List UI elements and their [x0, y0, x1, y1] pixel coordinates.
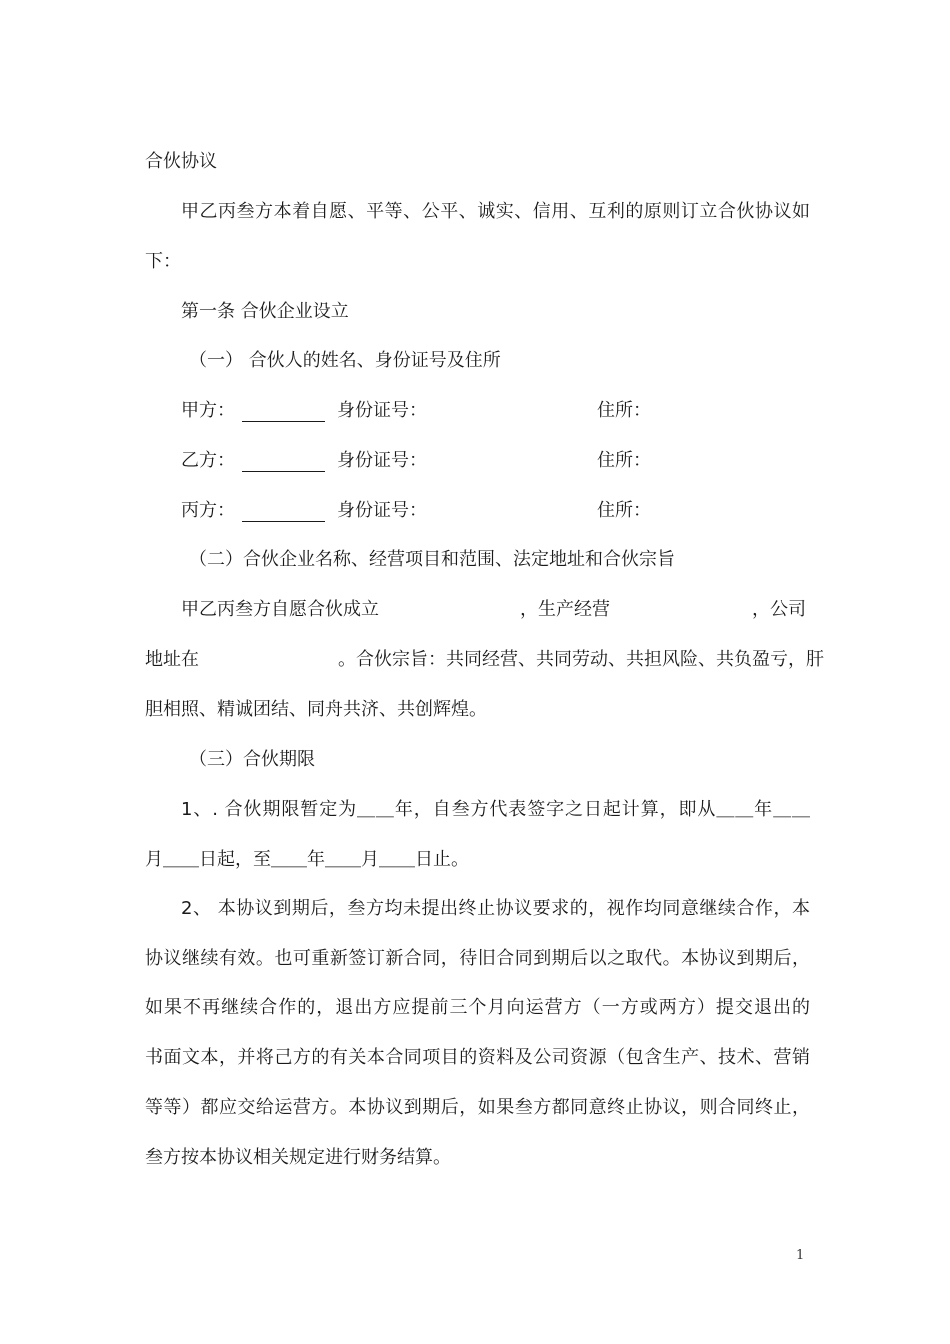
page-number: 1 [796, 1248, 805, 1263]
party-label: 丙方： [181, 500, 235, 521]
term2-paragraph-line: 等等）都应交给运营方。本协议到期后，如果叁方都同意终止协议，则合同终止， [145, 1097, 810, 1118]
section2-text: 。合伙宗旨：共同经营、共同劳动、共担风险、共负盈亏，肝 [338, 649, 824, 670]
party-label: 乙方： [181, 450, 235, 471]
name-blank [242, 499, 325, 522]
name-blank [242, 449, 325, 472]
intro-paragraph-line: 下： [145, 251, 181, 272]
term2-paragraph-line: 协议继续有效。也可重新签订新合同，待旧合同到期后以之取代。本协议到期后， [145, 948, 810, 969]
term1-paragraph-line: 1、. 合伙期限暂定为＿＿年，自叁方代表签字之日起计算，即从＿＿年＿＿ [181, 799, 810, 820]
section2-text: ，生产经营 [520, 599, 610, 620]
id-number-label: 身份证号： [337, 450, 427, 471]
section2-text: 甲乙丙叁方自愿合伙成立 [181, 599, 379, 620]
id-number-label: 身份证号： [337, 500, 427, 521]
term2-paragraph-line: 如果不再继续合作的，退出方应提前三个月向运营方（一方或两方）提交退出的 [145, 997, 810, 1018]
document-title: 合伙协议 [145, 151, 217, 172]
party-label: 甲方： [181, 400, 235, 421]
term2-paragraph-line: 2、 本协议到期后，叁方均未提出终止协议要求的，视作均同意继续合作，本 [181, 898, 810, 919]
term2-paragraph-line: 书面文本，并将己方的有关本合同项目的资料及公司资源（包含生产、技术、营销 [145, 1047, 810, 1068]
section2-heading: （二）合伙企业名称、经营项目和范围、法定地址和合伙宗旨 [189, 549, 675, 570]
address-label: 住所： [597, 500, 651, 521]
id-number-label: 身份证号： [337, 400, 427, 421]
address-label: 住所： [597, 400, 651, 421]
term2-paragraph-line: 叁方按本协议相关规定进行财务结算。 [145, 1147, 451, 1168]
term1-paragraph-line: 月＿＿日起，至＿＿年＿＿月＿＿日止。 [145, 849, 469, 870]
intro-paragraph-line: 甲乙丙叁方本着自愿、平等、公平、诚实、信用、互利的原则订立合伙协议如 [181, 201, 810, 222]
section1-heading: （一） 合伙人的姓名、身份证号及住所 [189, 350, 501, 371]
section3-heading: （三）合伙期限 [189, 749, 315, 770]
section2-text: ，公司 [752, 599, 806, 620]
section2-text: 地址在 [145, 649, 199, 670]
address-label: 住所： [597, 450, 651, 471]
section2-text: 胆相照、精诚团结、同舟共济、共创辉煌。 [145, 699, 487, 720]
name-blank [242, 399, 325, 422]
article1-heading: 第一条 合伙企业设立 [181, 301, 349, 322]
